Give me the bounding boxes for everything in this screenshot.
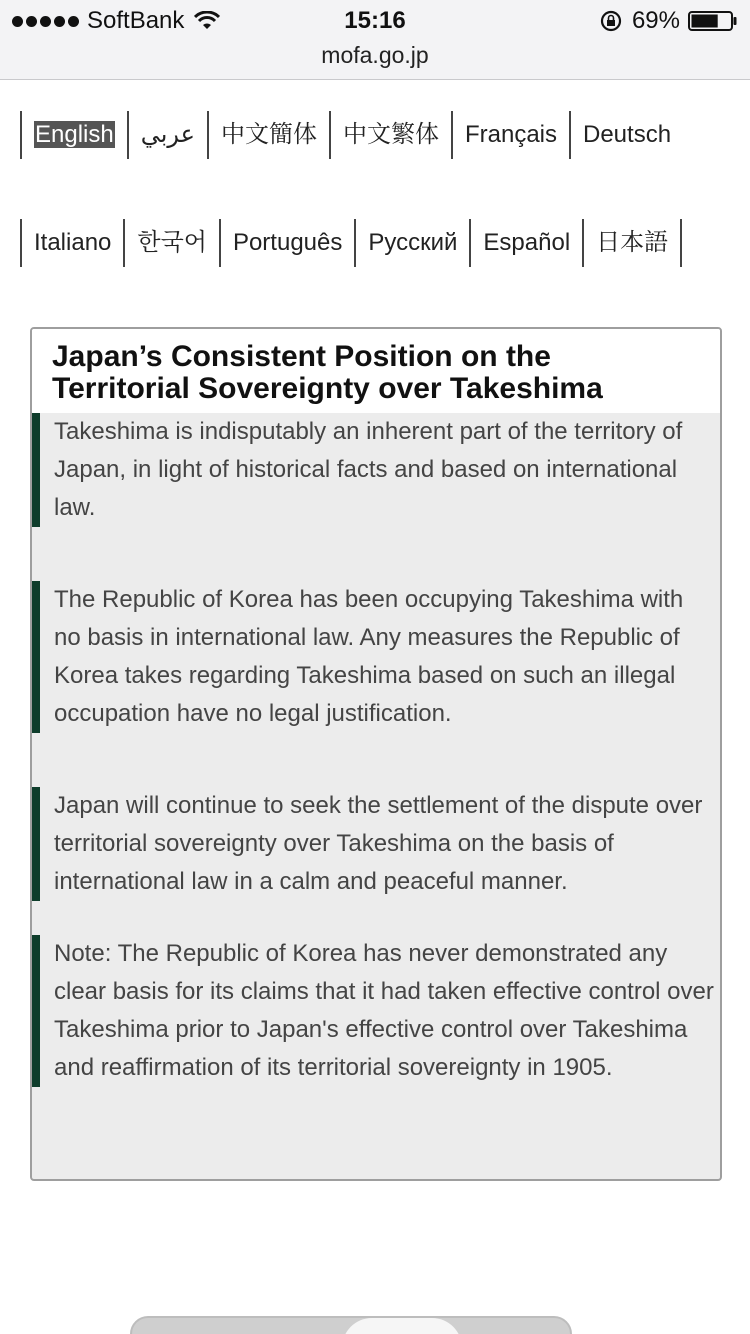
- lang-french[interactable]: Français: [451, 111, 569, 159]
- lang-chinese-simplified[interactable]: 中文簡体: [207, 111, 329, 159]
- map-image-partial: [130, 1316, 572, 1334]
- carrier-name: SoftBank: [87, 7, 185, 34]
- statement-paragraph-1: Takeshima is indisputably an inherent part of the territory of Japan, in light of historical facts and based on international law.: [32, 413, 722, 527]
- statement-paragraph-2: The Republic of Korea has been occupying Takeshima with no basis in international law. Any measures the Republic of Korea takes regarding Takeshima based on such an illegal occupation have no legal justification.: [32, 581, 722, 733]
- lang-korean[interactable]: 한국어: [123, 219, 219, 267]
- lang-japanese[interactable]: 日本語: [582, 219, 682, 267]
- lang-russian[interactable]: Русский: [354, 219, 469, 267]
- lang-italian[interactable]: Italiano: [20, 219, 123, 267]
- map-image-shape: [342, 1318, 462, 1334]
- lang-english-label: English: [35, 121, 114, 148]
- lang-portuguese[interactable]: Português: [219, 219, 354, 267]
- statement-note-paragraph: Note: The Republic of Korea has never demonstrated any clear basis for its claims that it had taken effective control over Takeshima prior to Japan's effective control over Takeshima and reaffirmation of its territorial sovereignty in 1905.: [32, 935, 722, 1087]
- language-selector-row-1: [20, 111, 683, 159]
- status-right: [600, 6, 738, 36]
- statement-title: [32, 329, 720, 413]
- battery-percent: 69%: [631, 7, 680, 34]
- statement-paragraph-3: Japan will continue to seek the settlement of the dispute over territorial sovereignty over Takeshima on the basis of international law in a calm and peaceful manner.: [32, 787, 722, 901]
- statement-title-line-2: Territorial Sovereignty over Takeshima: [52, 372, 603, 405]
- lang-spanish[interactable]: Español: [469, 219, 582, 267]
- lang-english[interactable]: [20, 111, 127, 159]
- language-selector-row-2: [20, 219, 682, 267]
- battery-icon: [688, 11, 738, 31]
- status-bar: [0, 0, 750, 80]
- address-bar-url[interactable]: mofa.go.jp: [321, 42, 429, 68]
- lang-chinese-traditional[interactable]: 中文繁体: [329, 111, 451, 159]
- lang-german[interactable]: Deutsch: [569, 111, 683, 159]
- clock: 15:16: [344, 7, 406, 34]
- position-statement-box: [30, 327, 722, 1181]
- rotation-lock-icon: [600, 10, 622, 32]
- statement-title-line-1: Japan’s Consistent Position on the: [52, 340, 551, 373]
- lang-arabic[interactable]: عربي: [127, 111, 207, 159]
